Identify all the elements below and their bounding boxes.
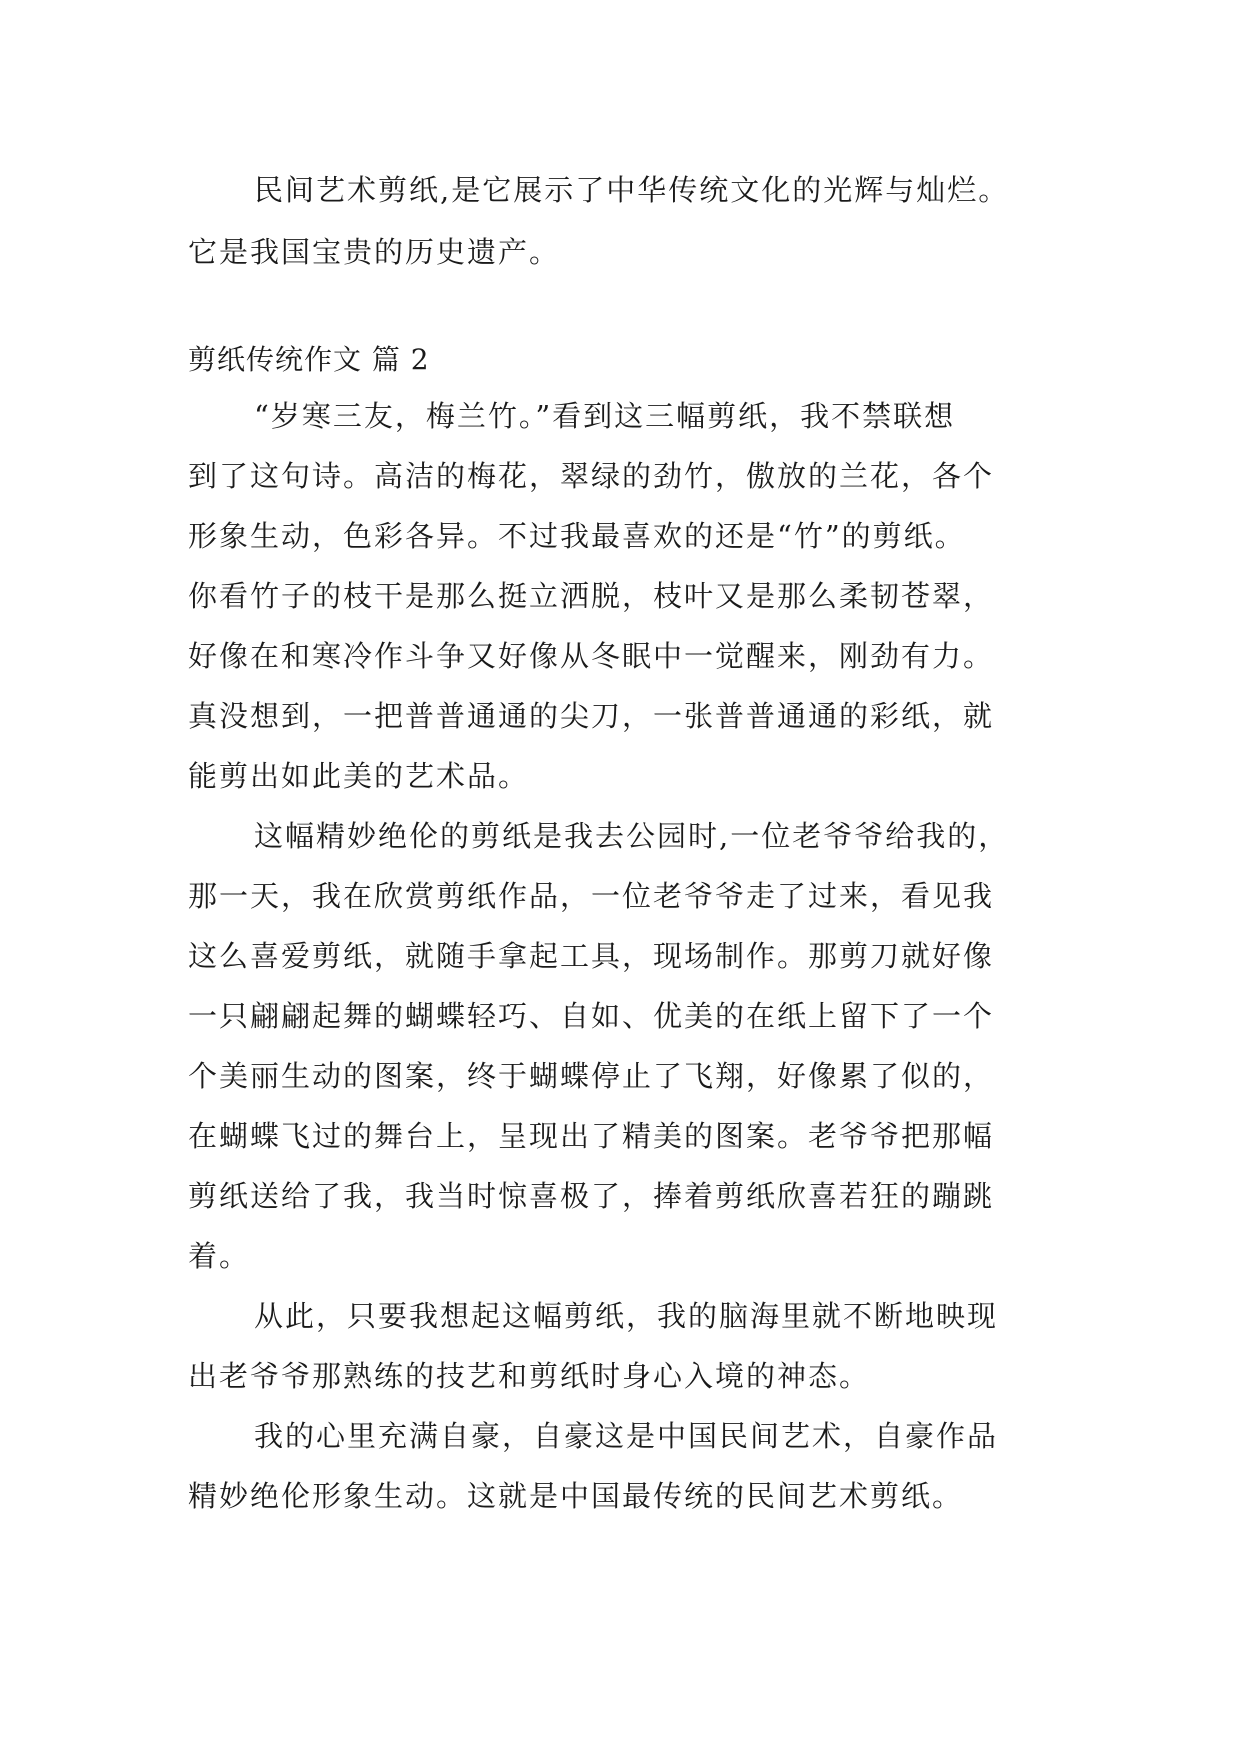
- paragraph-line: 到了这句诗。高洁的梅花，翠绿的劲竹，傲放的兰花，各个: [188, 459, 995, 493]
- paragraph-line: 你看竹子的枝干是那么挺立洒脱，枝叶又是那么柔韧苍翠，: [188, 579, 995, 613]
- paragraph-line: “岁寒三友，梅兰竹。”看到这三幅剪纸，我不禁联想: [254, 399, 956, 433]
- paragraph-line: 精妙绝伦形象生动。这就是中国最传统的民间艺术剪纸。: [188, 1479, 964, 1513]
- paragraph-line: 真没想到，一把普普通通的尖刀，一张普普通通的彩纸，就: [188, 699, 995, 733]
- paragraph-line: 在蝴蝶飞过的舞台上，呈现出了精美的图案。老爷爷把那幅: [188, 1119, 995, 1153]
- section-heading: 剪纸传统作文 篇 2: [188, 343, 430, 376]
- paragraph-line: 这么喜爱剪纸，就随手拿起工具，现场制作。那剪刀就好像: [188, 939, 995, 973]
- paragraph-line: 从此，只要我想起这幅剪纸，我的脑海里就不断地映现: [254, 1299, 999, 1333]
- paragraph-line: 能剪出如此美的艺术品。: [188, 759, 530, 793]
- paragraph-line: 我的心里充满自豪，自豪这是中国民间艺术，自豪作品: [254, 1419, 999, 1453]
- paragraph-line: 出老爷爷那熟练的技艺和剪纸时身心入境的神态。: [188, 1359, 871, 1393]
- paragraph-line: 形象生动，色彩各异。不过我最喜欢的还是“竹”的剪纸。: [188, 519, 966, 553]
- paragraph-line: 这幅精妙绝伦的剪纸是我去公园时,一位老爷爷给我的，: [254, 819, 1010, 853]
- paragraph-line: 个美丽生动的图案，终于蝴蝶停止了飞翔，好像累了似的，: [188, 1059, 995, 1093]
- intro-line: 民间艺术剪纸,是它展示了中华传统文化的光辉与灿烂。: [254, 173, 1010, 207]
- paragraph-line: 着。: [188, 1239, 251, 1273]
- intro-line: 它是我国宝贵的历史遗产。: [188, 235, 561, 269]
- paragraph-line: 剪纸送给了我，我当时惊喜极了，捧着剪纸欣喜若狂的蹦跳: [188, 1179, 995, 1213]
- paragraph-line: 好像在和寒冷作斗争又好像从冬眠中一觉醒来，刚劲有力。: [188, 639, 995, 673]
- paragraph-line: 一只翩翩起舞的蝴蝶轻巧、自如、优美的在纸上留下了一个: [188, 999, 995, 1033]
- paragraph-line: 那一天，我在欣赏剪纸作品，一位老爷爷走了过来，看见我: [188, 879, 995, 913]
